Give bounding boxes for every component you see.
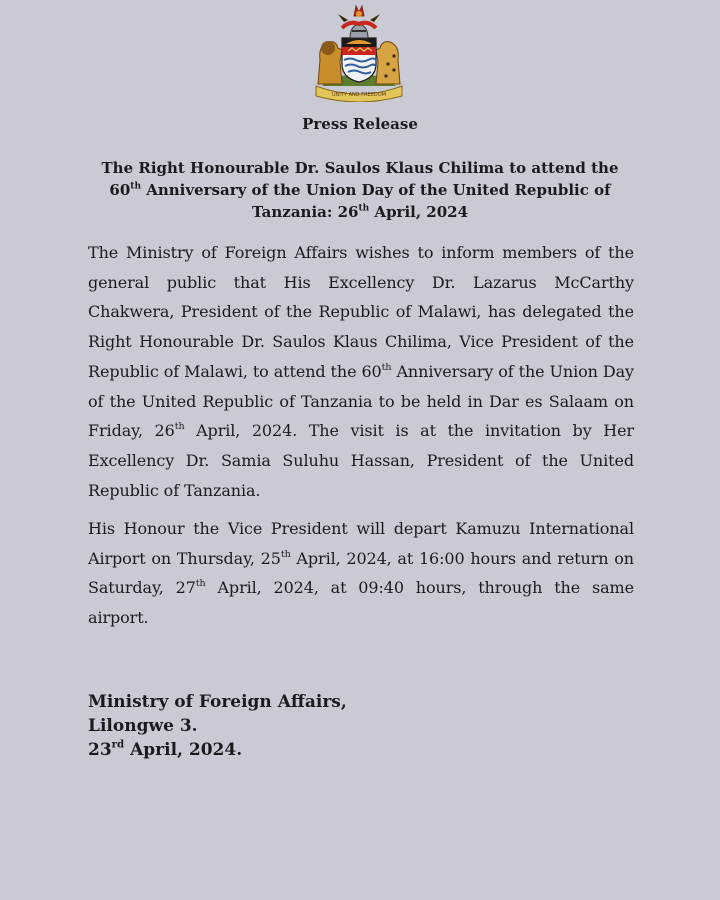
malawi-coat-of-arms-icon	[308, 2, 410, 102]
headline-line-3: Tanzania: 26th April, 2024	[251, 203, 469, 221]
signature-location: Lilongwe 3.	[88, 716, 198, 736]
headline-line-1: The Right Honourable Dr. Saulos Klaus Chilima to attend the	[101, 159, 619, 177]
signature-block	[88, 690, 347, 762]
headline	[78, 157, 642, 223]
document-title: Press Release	[302, 115, 418, 133]
body-paragraph-1: The Ministry of Foreign Affairs wishes to inform members of the general public that His Excellency Dr. Lazarus McCarthy Chakwera, President of the Republic of Malawi, has delegated the Right Honourable Dr. Saulos Klaus Chilima, Vice President of the Republic of Malawi, to attend the 60th Anniversary of the Union Day of the United Republic of Tanzania to be held in Dar es Salaam on Friday, 26th April, 2024. The visit is at the invitation by Her Excellency Dr. Samia Suluhu Hassan, President of the United Republic of Tanzania.	[88, 243, 634, 500]
crest-motto: UNITY AND FREEDOM	[332, 92, 386, 98]
headline-line-2: 60th Anniversary of the Union Day of the United Republic of	[109, 181, 611, 199]
signature-ministry: Ministry of Foreign Affairs,	[88, 692, 347, 712]
signature-date: 23rd April, 2024.	[88, 738, 243, 760]
body-paragraph-2: His Honour the Vice President will depart Kamuzu International Airport on Thursday, 25th April, 2024, at 16:00 hours and return on Saturday, 27th April, 2024, at 09:40 hours, through the same airport.	[88, 519, 634, 628]
